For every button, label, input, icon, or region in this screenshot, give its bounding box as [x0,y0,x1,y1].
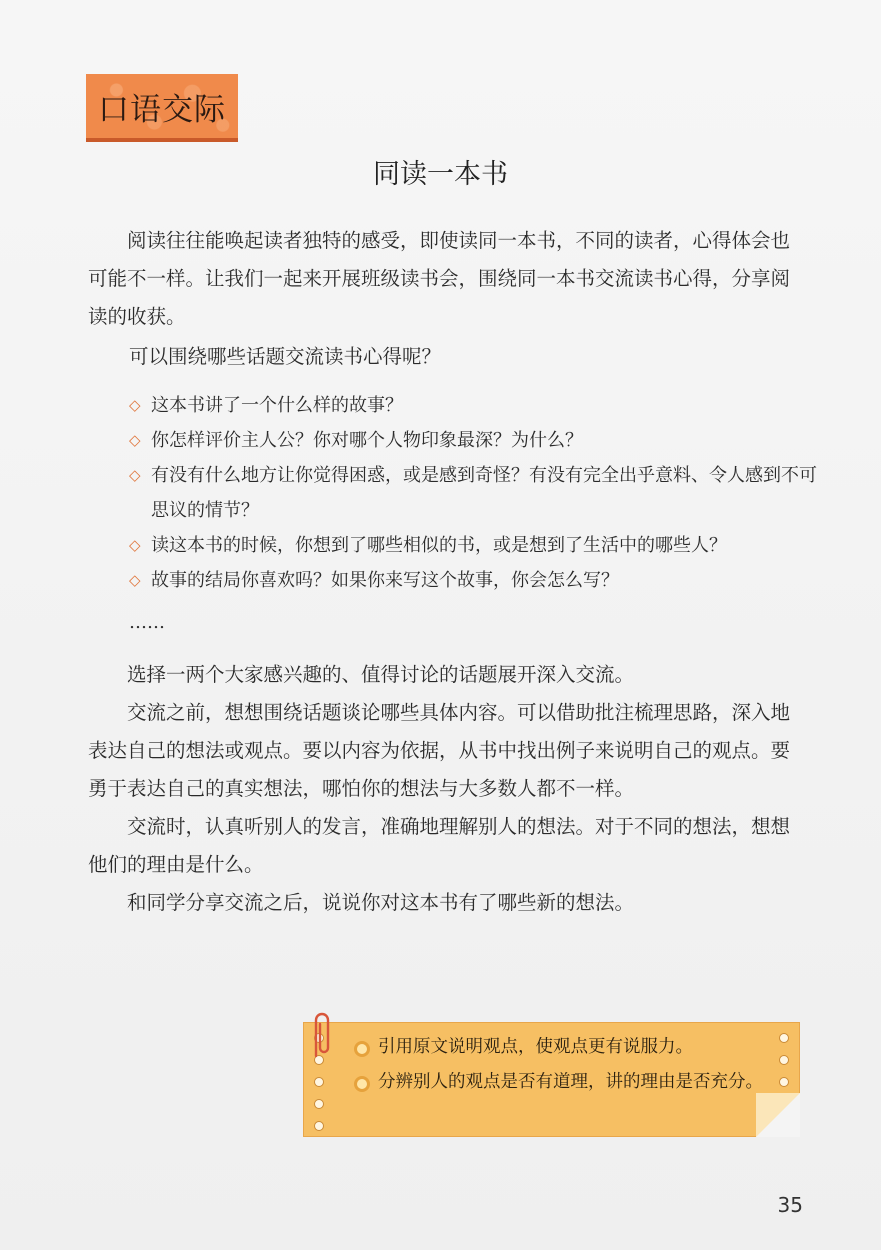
hole [779,1055,789,1065]
diamond-icon: ◇ [129,396,141,414]
ellipsis: …… [129,612,165,633]
intro-paragraph: 阅读往往能唤起读者独特的感受，即使读同一本书，不同的读者，心得体会也可能不一样。让我们一起来开展班级读书会，围绕同一本书交流读书心得，分享阅读的收获。 [88,229,791,328]
list-item-text: 故事的结局你喜欢吗？如果你来写这个故事，你会怎么写？ [151,570,619,591]
tip-item [352,1065,772,1100]
list-item-text: 有没有什么地方让你觉得困惑，或是感到奇怪？有没有完全出乎意料、令人感到不可思议的情节？ [151,465,817,521]
hole [779,1033,789,1043]
topic-list [129,388,819,598]
page-number: 35 [777,1193,803,1217]
hole [779,1099,789,1109]
hole [314,1099,324,1109]
section-banner [86,74,238,142]
list-item-text: 读这本书的时候，你想到了哪些相似的书，或是想到了生活中的哪些人？ [151,535,727,556]
paragraph: 选择一两个大家感兴趣的、值得讨论的话题展开深入交流。 [127,663,635,686]
paragraph: 交流之前，想想围绕话题谈论哪些具体内容。可以借助批注梳理思路，深入地表达自己的想法或观点。要以内容为依据，从书中找出例子来说明自己的观点。要勇于表达自己的真实想法，哪怕你的想法与大多数人都不一样。 [88,701,791,800]
hole [314,1121,324,1131]
tips-list [352,1030,772,1100]
card-holes-right [779,1033,789,1121]
list-item-text: 你怎样评价主人公？你对哪个人物印象最深？为什么？ [151,430,583,451]
main-paragraphs [88,656,800,922]
paragraph: 和同学分享交流之后，说说你对这本书有了哪些新的想法。 [127,891,635,914]
tip-item [352,1030,772,1065]
paperclip-icon [308,1008,334,1060]
list-item [129,563,819,598]
diamond-icon: ◇ [129,431,141,449]
hole [779,1077,789,1087]
list-item [129,528,819,563]
diamond-icon: ◇ [129,536,141,554]
list-item [129,458,819,528]
diamond-icon: ◇ [129,466,141,484]
ring-bullet-icon [352,1065,378,1100]
intro-block [88,222,800,336]
page-title: 同读一本书 [373,159,508,190]
ring-bullet-icon [352,1030,378,1065]
list-item [129,423,819,458]
diamond-icon: ◇ [129,571,141,589]
tip-text: 分辨别人的观点是否有道理，讲的理由是否充分。 [378,1072,763,1092]
tip-text: 引用原文说明观点，使观点更有说服力。 [378,1037,693,1057]
list-item-text: 这本书讲了一个什么样的故事？ [151,395,403,416]
paragraph: 交流时，认真听别人的发言，准确地理解别人的想法。对于不同的想法，想想他们的理由是什么。 [88,815,791,876]
section-label: 口语交际 [98,91,226,128]
hole [314,1077,324,1087]
list-item [129,388,819,423]
question-intro: 可以围绕哪些话题交流读书心得呢？ [129,345,442,368]
